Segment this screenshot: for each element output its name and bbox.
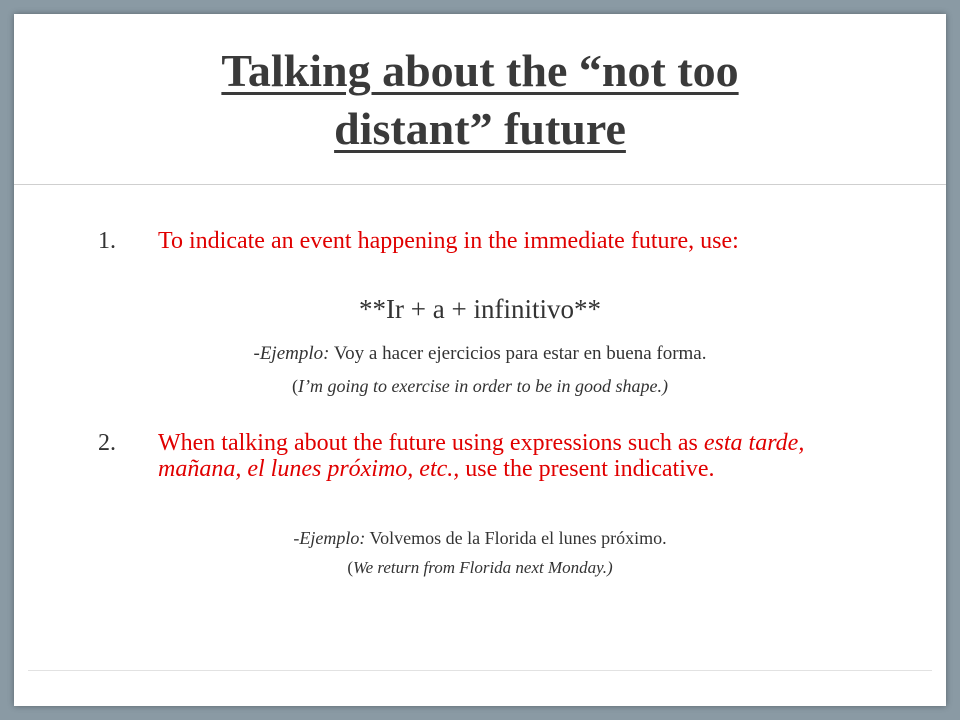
example-2-sentence: Volvemos de la Florida el lunes próximo.: [365, 528, 667, 548]
list-text-2-after: use the present indicative.: [459, 456, 715, 482]
title-line-2: distant” future: [334, 103, 626, 154]
translation-2-open: (: [347, 558, 353, 577]
slide-frame: [14, 14, 946, 706]
example-1-sentence: Voy a hacer ejercicios para estar en buena forma.: [329, 343, 707, 364]
list-text-1: To indicate an event happening in the immediate future, use:: [158, 228, 739, 254]
list-text-2-before: When talking about the future using expressions such as: [158, 430, 704, 456]
translation-2: [14, 556, 946, 580]
example-2-label: -Ejemplo:: [293, 528, 366, 548]
title-line-1: Talking about the “not too: [221, 45, 739, 96]
formula-text: **Ir + a + infinitivo**: [359, 294, 601, 324]
translation-1-text: I’m going to exercise in order to be in good shape.): [297, 376, 669, 396]
translation-1-open: (: [291, 376, 298, 396]
list-number-1: 1.: [98, 228, 116, 254]
example-1: [14, 342, 946, 366]
list-text-2: [158, 430, 858, 482]
footer-divider: [28, 670, 932, 671]
translation-1: [14, 374, 946, 398]
translation-2-text: We return from Florida next Monday.): [352, 558, 613, 577]
example-1-label: -Ejemplo:: [253, 343, 330, 364]
slide-content: [14, 14, 946, 706]
list-text-2-italic: esta tarde, mañana, el lunes próximo, etc.,: [158, 430, 805, 482]
list-number-2: 2.: [98, 430, 116, 456]
example-2: [14, 526, 946, 550]
